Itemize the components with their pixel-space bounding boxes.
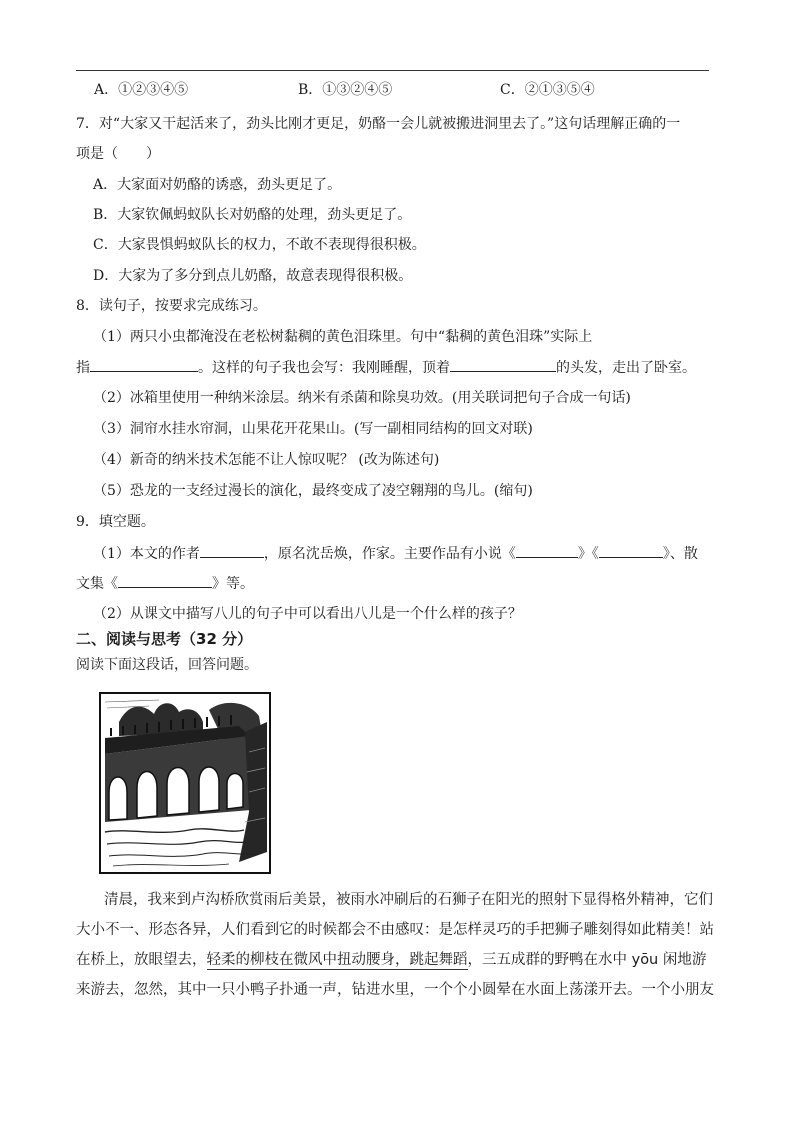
answer-blank[interactable] [450, 357, 556, 372]
q8-sub1-line2: 指 。这样的句子我也会写：我刚睡醒，顶着 的头发，走出了卧室。 [76, 357, 716, 378]
q8-sub1-line1: （1）两只小虫都淹没在老松树黏稠的黄色泪珠里。句中“黏稠的黄色泪珠”实际上 [93, 329, 593, 345]
q6-option-b: B．①③②④⑤ [298, 82, 393, 98]
answer-blank[interactable] [516, 543, 578, 558]
answer-blank[interactable] [200, 543, 264, 558]
q8-sub3: （3）洞帘水挂水帘洞，山果花开花果山。(写一副相同结构的回文对联) [93, 421, 533, 437]
q7-stem-line1: 7．对“大家又干起活来了，劲头比刚才更足，奶酪一会儿就被搬进洞里去了。”这句话理解正确的一 [76, 116, 681, 132]
q8-sub4: （4）新奇的纳米技术怎能不让人惊叹呢？ (改为陈述句) [93, 452, 440, 468]
top-rule [76, 70, 709, 71]
q6-option-c: C．②①③⑤④ [500, 82, 595, 98]
reading-passage: 清晨，我来到卢沟桥欣赏雨后美景，被雨水冲刷后的石狮子在阳光的照射下显得格外精神，它们大小不一、形态各异，人们看到它的时候都会不由感叹：是怎样灵巧的手把狮子雕刻得如此精美！站在桥上，放眼望去，轻柔的柳枝在微风中扭动腰身，跳起舞蹈，三五成群的野鸭在水中 yōu 闲地游来游去，忽然，其中一只小鸭子扑通一声，钻进水里，一个个小圆晕在水面上荡漾开去。一个小朋友 [76, 892, 714, 998]
q8-stem: 8．读句子，按要求完成练习。 [76, 298, 267, 314]
q9-stem: 9．填空题。 [76, 514, 155, 530]
underlined-sentence: 轻柔的柳枝在微风中扭动腰身，跳起舞蹈 [206, 952, 468, 968]
q7-stem-line2: 项是（ ） [76, 146, 160, 162]
answer-blank[interactable] [599, 543, 663, 558]
q7-option-a: A．大家面对奶酪的诱惑，劲头更足了。 [93, 177, 342, 193]
answer-blank[interactable] [90, 357, 198, 372]
bridge-illustration [99, 692, 271, 874]
q8-sub5: （5）恐龙的一支经过漫长的演化，最终变成了凌空翱翔的鸟儿。(缩句) [93, 483, 533, 499]
q8-sub2: （2）冰箱里使用一种纳米涂层。纳米有杀菌和除臭功效。(用关联词把句子合成一句话) [93, 390, 631, 406]
q7-option-b: B．大家钦佩蚂蚁队长对奶酪的处理，劲头更足了。 [93, 207, 412, 223]
q6-option-a: A．①②③④⑤ [94, 82, 189, 98]
pinyin: yōu [631, 952, 659, 968]
q9-sub2: （2）从课文中描写八儿的句子中可以看出八儿是一个什么样的孩子？ [93, 606, 522, 622]
q9-sub1-line2: 文集《 》等。 [76, 573, 716, 594]
q7-option-d: D．大家为了多分到点儿奶酪，故意表现得很积极。 [93, 268, 413, 284]
section-heading: 二、阅读与思考（32 分） [76, 630, 253, 648]
q9-sub1-line1: （1）本文的作者 ，原名沈岳焕，作家。主要作品有小说《 》《 》、散 [93, 543, 733, 564]
answer-blank[interactable] [118, 573, 212, 588]
q7-option-c: C．大家畏惧蚂蚁队长的权力，不敢不表现得很积极。 [93, 237, 426, 253]
section-instruction: 阅读下面这段话，回答问题。 [76, 657, 258, 673]
